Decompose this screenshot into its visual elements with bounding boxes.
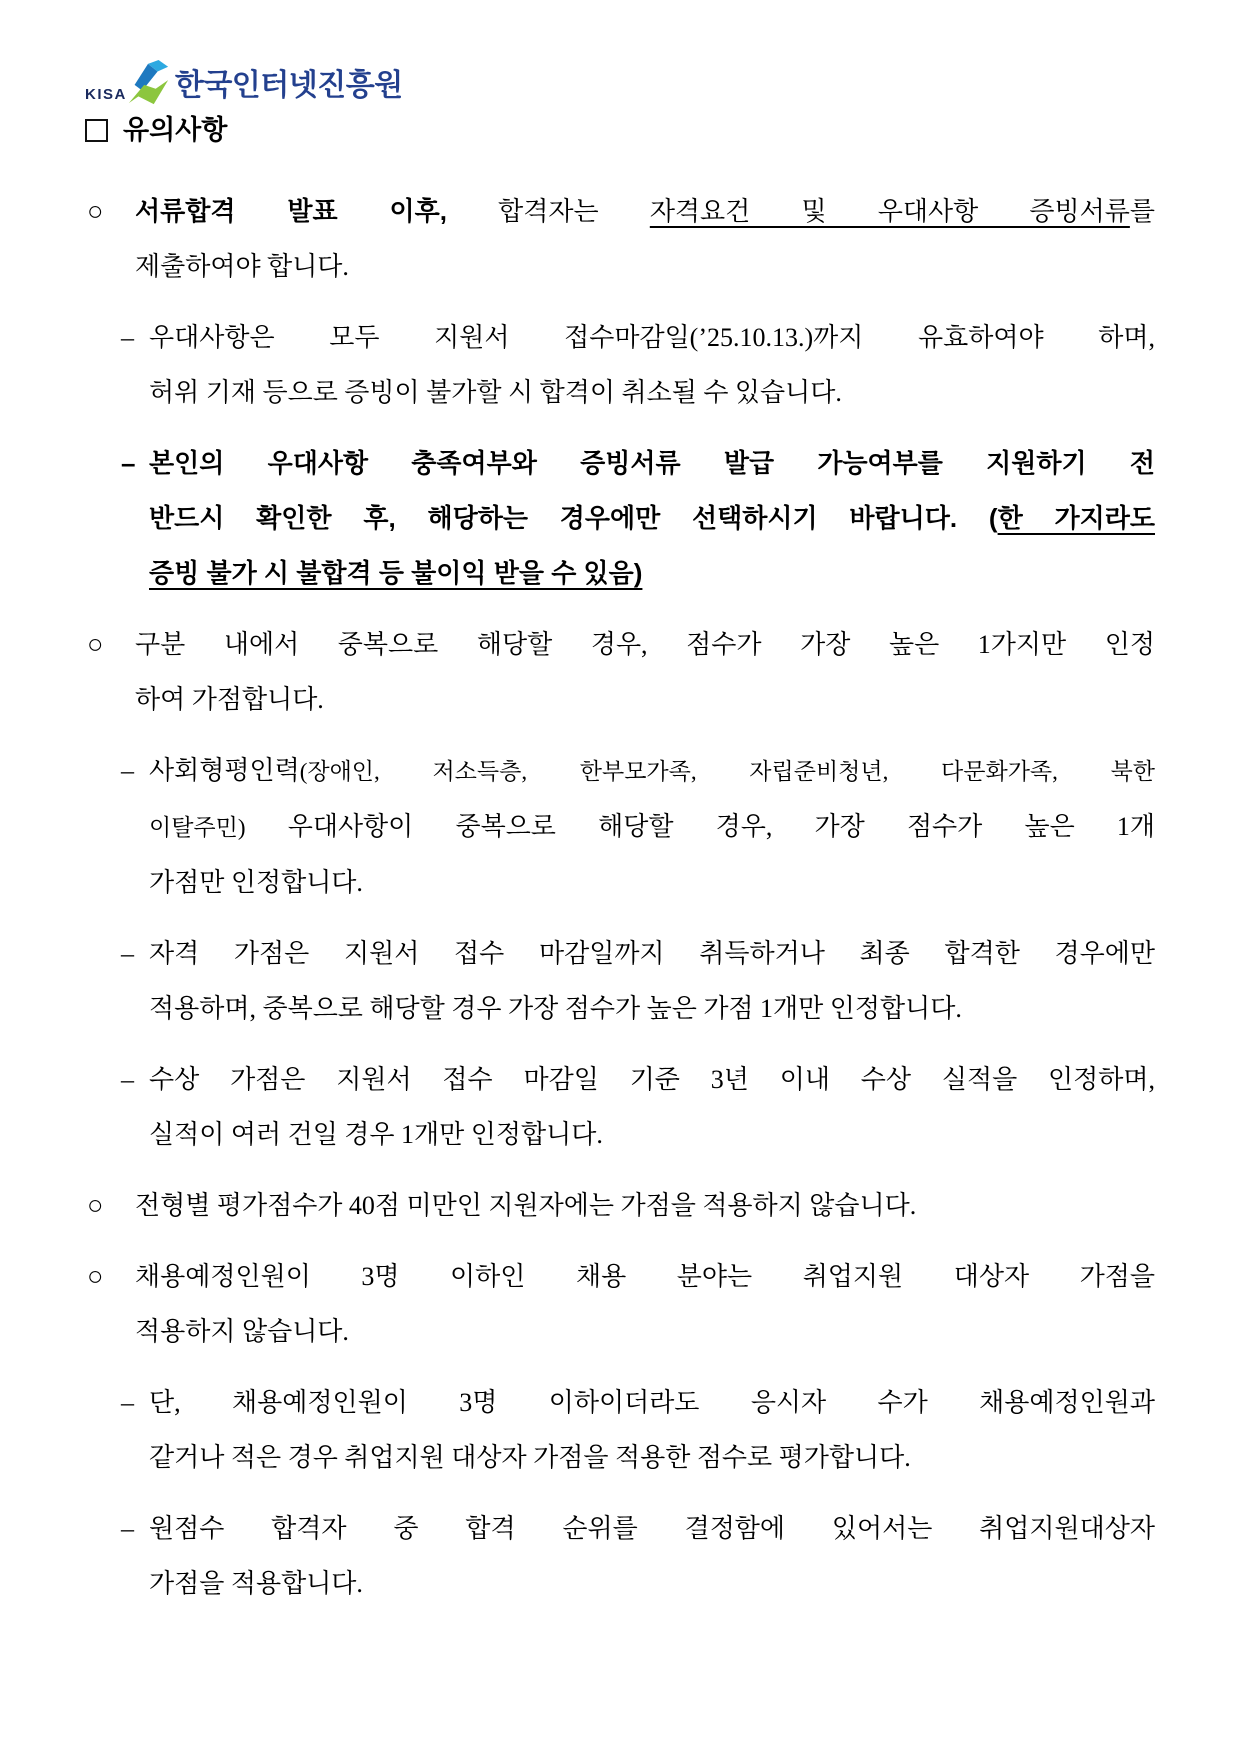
notice-paragraph <box>85 310 1155 420</box>
notice-paragraph <box>85 1052 1155 1162</box>
text-segment: 원점수 합격자 중 합격 순위를 결정함에 있어서는 취업지원대상자 <box>149 1514 1155 1543</box>
text-segment: 우대사항이 중복으로 해당할 경우, 가장 점수가 높은 1개 <box>245 812 1155 841</box>
notice-paragraph <box>85 617 1155 727</box>
text-segment: (장애인, 저소득층, 한부모가족, 자립준비청년, 다문화가족, 북한 <box>299 759 1155 784</box>
square-bullet-icon <box>85 119 108 142</box>
text-line <box>149 926 1155 981</box>
document-content <box>85 56 1155 1627</box>
text-line <box>149 799 1155 855</box>
text-segment: 가점만 인정합니다. <box>149 868 363 897</box>
text-line <box>149 743 1155 799</box>
text-segment: 가점을 적용합니다. <box>149 1569 363 1598</box>
text-segment: 증빙 불가 시 불합격 등 불이익 받을 수 있음) <box>149 558 643 588</box>
kisa-logo-icon <box>125 60 171 106</box>
text-line <box>149 855 1155 910</box>
text-segment: 적용하지 않습니다. <box>135 1317 349 1346</box>
text-line <box>149 1556 1155 1611</box>
text-segment: 같거나 적은 경우 취업지원 대상자 가점을 적용한 점수로 평가합니다. <box>149 1443 911 1472</box>
text-segment: 자격 가점은 지원서 접수 마감일까지 취득하거나 최종 합격한 경우에만 <box>149 939 1155 968</box>
text-segment: 우대사항은 모두 지원서 접수마감일(’25.10.13.)까지 유효하여야 하며, <box>149 323 1155 352</box>
dash-bullet-marker: – <box>121 939 134 968</box>
text-line <box>135 184 1155 239</box>
notice-paragraph <box>85 926 1155 1036</box>
text-segment: 전형별 평가점수가 40점 미만인 지원자에는 가점을 적용하지 않습니다. <box>135 1191 917 1220</box>
section-title: 유의사항 <box>123 115 228 145</box>
text-segment: 자격요건 및 우대사항 증빙서류 <box>649 197 1130 226</box>
text-segment: 구분 내에서 중복으로 해당할 경우, 점수가 가장 높은 1가지만 인정 <box>135 630 1155 659</box>
notice-paragraph <box>85 1375 1155 1485</box>
text-segment: 채용예정인원이 3명 이하인 채용 분야는 취업지원 대상자 가점을 <box>135 1262 1155 1291</box>
text-segment: 한 가지라도 <box>997 503 1155 533</box>
text-line <box>149 1375 1155 1430</box>
dash-bullet-marker: – <box>121 1388 134 1417</box>
paragraph-list <box>85 184 1155 1611</box>
dash-bullet-marker: – <box>121 1065 134 1094</box>
text-segment: 수상 가점은 지원서 접수 마감일 기준 3년 이내 수상 실적을 인정하며, <box>149 1065 1155 1094</box>
dash-bullet-marker: – <box>121 1514 134 1543</box>
dash-bullet-marker: – <box>121 323 134 352</box>
text-segment: 적용하며, 중복으로 해당할 경우 가장 점수가 높은 가점 1개만 인정합니다. <box>149 994 962 1023</box>
text-line <box>149 1430 1155 1485</box>
kisa-logo <box>85 56 1155 106</box>
circle-bullet-marker: ○ <box>87 1261 104 1291</box>
dash-bullet-marker: – <box>121 448 136 478</box>
notice-paragraph <box>85 184 1155 294</box>
notice-paragraph <box>85 1249 1155 1359</box>
text-segment: 서류합격 발표 이후, <box>135 196 447 226</box>
text-segment: 허위 기재 등으로 증빙이 불가할 시 합격이 취소될 수 있습니다. <box>149 378 842 407</box>
text-line <box>135 672 1155 727</box>
text-line <box>135 239 1155 294</box>
circle-bullet-marker: ○ <box>87 629 104 659</box>
text-segment: 본인의 우대사항 충족여부와 증빙서류 발급 가능여부를 지원하기 전 <box>149 448 1155 478</box>
kisa-wordmark: KISA <box>85 86 127 103</box>
text-line <box>149 981 1155 1036</box>
text-line <box>149 1107 1155 1162</box>
text-line <box>149 365 1155 420</box>
text-segment: 실적이 여러 건일 경우 1개만 인정합니다. <box>149 1120 603 1149</box>
text-line <box>149 436 1155 491</box>
text-line <box>149 1501 1155 1556</box>
text-line <box>149 546 1155 601</box>
text-segment: 이탈주민) <box>149 815 246 840</box>
section-heading <box>85 112 1155 148</box>
notice-paragraph <box>85 436 1155 601</box>
circle-bullet-marker: ○ <box>87 1190 104 1220</box>
text-line <box>135 1304 1155 1359</box>
text-segment: 단, 채용예정인원이 3명 이하이더라도 응시자 수가 채용예정인원과 <box>149 1388 1155 1417</box>
text-segment: 하여 가점합니다. <box>135 685 324 714</box>
dash-bullet-marker: – <box>121 756 134 785</box>
notice-paragraph <box>85 743 1155 910</box>
text-line <box>135 1178 1155 1233</box>
text-segment: 를 <box>1129 197 1155 226</box>
text-segment: 사회형평인력 <box>149 756 300 785</box>
text-segment: 반드시 확인한 후, 해당하는 경우에만 선택하시기 바랍니다. ( <box>149 503 998 533</box>
text-line <box>149 491 1155 546</box>
circle-bullet-marker: ○ <box>87 196 104 226</box>
text-line <box>135 617 1155 672</box>
text-segment: 제출하여야 합니다. <box>135 252 349 281</box>
text-line <box>149 1052 1155 1107</box>
org-name: 한국인터넷진흥원 <box>174 69 403 102</box>
text-line <box>149 310 1155 365</box>
text-segment: 합격자는 <box>446 197 650 226</box>
text-line <box>135 1249 1155 1304</box>
notice-paragraph <box>85 1178 1155 1233</box>
notice-paragraph <box>85 1501 1155 1611</box>
